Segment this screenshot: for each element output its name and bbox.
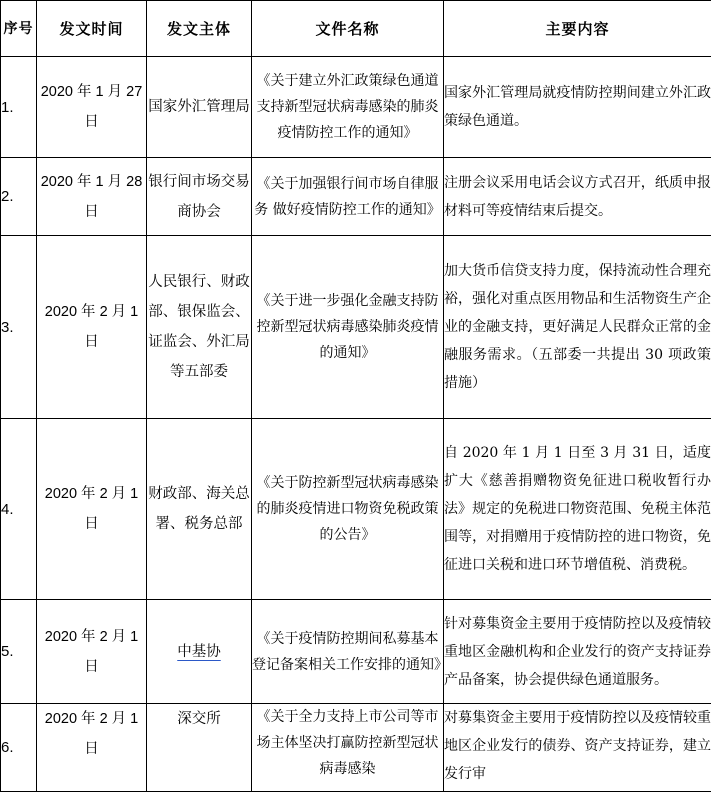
table-header-row xyxy=(1,1,711,57)
row-seq: 6. xyxy=(1,704,37,792)
header-doc-name: 文件名称 xyxy=(252,1,444,57)
row-content: 注册会议采用电话会议方式召开，纸质申报材料可等疫情结束后提交。 xyxy=(444,158,711,236)
row-content: 对募集资金主要用于疫情防控以及疫情较重地区企业发行的债券、资产支持证券，建立发行审 xyxy=(444,704,711,792)
row-date: 2020 年 2 月 1 日 xyxy=(37,704,147,792)
row-content: 针对募集资金主要用于疫情防控以及疫情较重地区金融机构和企业发行的资产支持证券产品备案，协会提供绿色通道服务。 xyxy=(444,600,711,704)
table-row xyxy=(1,600,711,704)
row-seq: 1. xyxy=(1,57,37,158)
row-issuer: 银行间市场交易商协会 xyxy=(147,158,252,236)
row-issuer: 财政部、海关总署、税务总部 xyxy=(147,419,252,600)
row-doc-name: 《关于加强银行间市场自律服务 做好疫情防控工作的通知》 xyxy=(252,158,444,236)
row-content: 国家外汇管理局就疫情防控期间建立外汇政策绿色通道。 xyxy=(444,57,711,158)
row-date: 2020 年 2 月 1 日 xyxy=(37,236,147,419)
row-doc-name: 《关于建立外汇政策绿色通道 支持新型冠状病毒感染的肺炎疫情防控工作的通知》 xyxy=(252,57,444,158)
row-doc-name: 《关于进一步强化金融支持防控新型冠状病毒感染肺炎疫情的通知》 xyxy=(252,236,444,419)
row-doc-name: 《关于防控新型冠状病毒感染的肺炎疫情进口物资免税政策的公告》 xyxy=(252,419,444,600)
row-seq: 2. xyxy=(1,158,37,236)
row-date: 2020 年 1 月 27 日 xyxy=(37,57,147,158)
row-issuer: 人民银行、财政部、银保监会、证监会、外汇局等五部委 xyxy=(147,236,252,419)
row-doc-name: 《关于疫情防控期间私募基本登记备案相关工作安排的通知》 xyxy=(252,600,444,704)
table-row xyxy=(1,57,711,158)
header-issuer: 发文主体 xyxy=(147,1,252,57)
table-row xyxy=(1,419,711,600)
header-content: 主要内容 xyxy=(444,1,711,57)
row-seq: 4. xyxy=(1,419,37,600)
table-row xyxy=(1,704,711,792)
row-seq: 3. xyxy=(1,236,37,419)
row-content: 加大货币信贷支持力度，保持流动性合理充裕，强化对重点医用物品和生活物资生产企业的金融支持，更好满足人民群众正常的金融服务需求。（五部委一共提出 30 项政策措施） xyxy=(444,236,711,419)
header-date: 发文时间 xyxy=(37,1,147,57)
header-seq: 序号 xyxy=(1,1,37,57)
issuer-link[interactable]: 中基协 xyxy=(177,644,221,660)
row-content: 自 2020 年 1 月 1 日至 3 月 31 日，适度扩大《慈善捐赠物资免征进口税收暂行办法》规定的免税进口物资范围、免税主体范围等，对捐赠用于疫情防控的进口物资，免征进口关税和进口环节增值税、消费税。 xyxy=(444,419,711,600)
row-date: 2020 年 2 月 1 日 xyxy=(37,600,147,704)
row-seq: 5. xyxy=(1,600,37,704)
row-issuer: 深交所 xyxy=(147,704,252,792)
row-issuer: 国家外汇管理局 xyxy=(147,57,252,158)
row-doc-name: 《关于全力支持上市公司等市场主体坚决打赢防控新型冠状病毒感染 xyxy=(252,704,444,792)
table-row xyxy=(1,236,711,419)
row-date: 2020 年 2 月 1 日 xyxy=(37,419,147,600)
table-row xyxy=(1,158,711,236)
row-issuer xyxy=(147,600,252,704)
row-date: 2020 年 1 月 28 日 xyxy=(37,158,147,236)
